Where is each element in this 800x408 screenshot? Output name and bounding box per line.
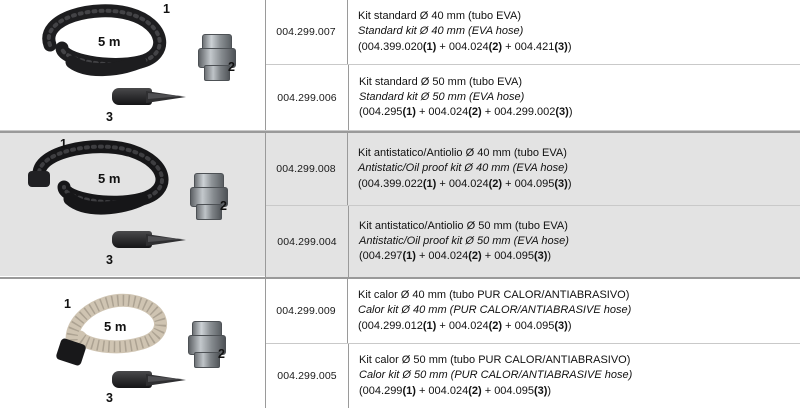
kit-illustration-calor	[0, 279, 266, 407]
part-code-list: (004.399.020(1) + 004.024(2) + 004.421(3))	[358, 40, 572, 53]
product-code: 004.299.006	[266, 65, 349, 130]
callout-2: 2	[220, 199, 227, 213]
product-description	[349, 206, 800, 277]
callout-1: 1	[64, 297, 71, 311]
description-it: Kit calor Ø 50 mm (tubo PUR CALOR/ANTIABRASIVO)	[359, 354, 631, 367]
product-code: 004.299.009	[265, 279, 348, 343]
crevice-nozzle	[112, 86, 186, 108]
kit-group-antistatic-eva	[0, 132, 800, 278]
part-code-list: (004.399.022(1) + 004.024(2) + 004.095(3))	[358, 177, 572, 190]
description-it: Kit standard Ø 50 mm (tubo EVA)	[359, 75, 523, 88]
kit-illustration-standard	[0, 0, 266, 129]
description-it: Kit calor Ø 40 mm (tubo PUR CALOR/ANTIABRASIVO)	[358, 289, 630, 302]
description-it: Kit antistatico/Antiolio Ø 40 mm (tubo EVA)	[358, 147, 567, 160]
hose-length-label: 5 m	[98, 171, 121, 186]
kit-group-standard-eva	[0, 0, 800, 132]
part-code-list: (004.295(1) + 004.024(2) + 004.299.002(3))	[359, 106, 573, 119]
product-description	[348, 279, 800, 343]
description-en: Standard kit Ø 40 mm (EVA hose)	[358, 25, 524, 38]
product-code: 004.299.008	[265, 133, 348, 205]
kit-group-pur-calor	[0, 278, 800, 408]
illustration-artwork	[0, 0, 265, 129]
callout-1: 1	[163, 2, 170, 16]
description-it: Kit antistatico/Antiolio Ø 50 mm (tubo EVA)	[359, 219, 568, 232]
product-description	[349, 65, 800, 130]
hose-length-label: 5 m	[104, 319, 127, 334]
description-en: Antistatic/Oil proof kit Ø 50 mm (EVA hose)	[359, 234, 569, 247]
crevice-nozzle	[112, 369, 186, 391]
product-description	[348, 0, 800, 64]
illustration-artwork	[0, 133, 265, 276]
callout-3: 3	[106, 110, 113, 124]
callout-2: 2	[218, 347, 225, 361]
product-description	[349, 344, 800, 408]
product-code: 004.299.007	[265, 0, 348, 64]
description-en: Calor kit Ø 50 mm (PUR CALOR/ANTIABRASIVE hose)	[359, 369, 633, 382]
callout-1: 1	[60, 137, 67, 151]
part-code-list: (004.299(1) + 004.024(2) + 004.095(3))	[359, 384, 552, 397]
product-code: 004.299.004	[266, 206, 349, 277]
illustration-artwork	[0, 279, 265, 407]
product-description	[348, 133, 800, 205]
product-code: 004.299.005	[266, 344, 349, 408]
description-en: Antistatic/Oil proof kit Ø 40 mm (EVA hose)	[358, 162, 568, 175]
callout-3: 3	[106, 391, 113, 405]
description-it: Kit standard Ø 40 mm (tubo EVA)	[358, 10, 522, 23]
callout-2: 2	[228, 60, 235, 74]
part-code-list: (004.299.012(1) + 004.024(2) + 004.095(3))	[358, 319, 572, 332]
description-en: Standard kit Ø 50 mm (EVA hose)	[359, 90, 525, 103]
description-en: Calor kit Ø 40 mm (PUR CALOR/ANTIABRASIVE hose)	[358, 304, 632, 317]
kit-illustration-antistatic	[0, 133, 266, 276]
callout-3: 3	[106, 253, 113, 267]
part-code-list: (004.297(1) + 004.024(2) + 004.095(3))	[359, 250, 552, 263]
hose-length-label: 5 m	[98, 34, 121, 49]
crevice-nozzle	[112, 229, 186, 251]
